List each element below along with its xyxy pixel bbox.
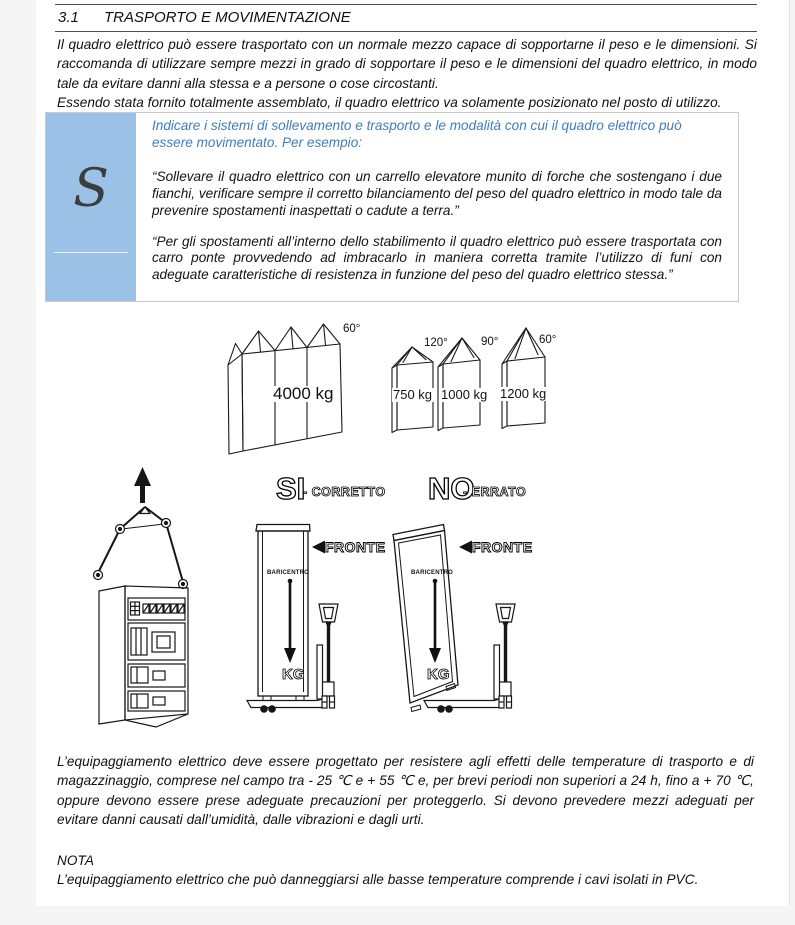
note-quote-2: “Per gli spostamenti all’interno dello stabilimento il quadro elettrico può essere trasportata con carro ponte provvedendo ad imbracarlo in maniera corretta tramite l’utilizzo di funi con adeguate caratteristiche di resistenza in funzione del peso del quadro elettrico stessa.” [152, 233, 722, 283]
packages-weight-diagram [190, 315, 570, 465]
small-crates-figure [392, 328, 545, 433]
section-heading [55, 4, 757, 32]
wrong-label: NO [428, 471, 475, 506]
small-crate-3-angle-label: 60° [539, 334, 557, 346]
intro-paragraph-2: Essendo stata fornito totalmente assemblato, il quadro elettrico va solamente posizionato nel posto di utilizzo. [57, 94, 722, 110]
note-box-sidebar [46, 113, 136, 301]
author-note-box [45, 112, 739, 302]
cabinet-lifting-figure [94, 467, 189, 727]
storage-paragraph-text: L’equipaggiamento elettrico deve essere progettato per resistere agli effetti delle temperature di trasporto e di magazzinaggio, comprese nel campo tra - 25 ℃ e + 55 ℃ e, per brevi periodi non superiori a 24 h, fino a + 70 ℃, oppure devono essere prese adeguate precauzioni per proteggerlo. Si devono prevedere mezzi adeguati per evitare danni causati dall’umidità, dalle vibrazioni e dagli urti. [57, 754, 754, 827]
correct-label: SI [276, 471, 306, 506]
gravity-arrow-head [429, 648, 441, 663]
note-box-text [136, 113, 738, 301]
center-of-gravity-dot [288, 579, 293, 584]
tilted-panel [393, 525, 458, 712]
storage-temperature-paragraph [57, 752, 754, 829]
note-instruction: Indicare i sistemi di sollevamento e trasporto e le modalità con cui il quadro elettrico può essere movimentato. Per esempio: [152, 118, 682, 150]
sling-ropes [98, 507, 183, 582]
wrong-desc-label: - ERRATO [463, 485, 527, 499]
note-quote-1: “Sollevare il quadro elettrico con un carrello elevatore munito di forche che sostengano i due fianchi, verificare sempre il corretto bilanciamento del peso del quadro elettrico in modo tale da prevenire spostamenti inaspettati o cadute a terra.” [152, 168, 722, 218]
baricentro-label: BARICENTRO [267, 570, 309, 576]
intro-paragraph-1: Il quadro elettrico può essere trasportato con un normale mezzo capace di sopportarne il peso e le dimensioni. Si raccomanda di utilizzare sempre mezzi in grado di sopportare il peso e le dimensioni del quadro elettrico, in modo tale da evitare danni alla stessa e a persone o cose circostanti. [57, 37, 757, 91]
nota-block [57, 851, 754, 890]
large-crate-weight-label: 4000 kg [273, 384, 334, 403]
intro-paragraphs [57, 35, 757, 112]
handling-instructions-diagram [60, 455, 760, 755]
lift-arrow-icon [134, 467, 151, 503]
front-label: FRONTE [472, 539, 533, 555]
baricentro-label: BARICENTRO [411, 570, 453, 576]
kg-label: KG [282, 666, 305, 683]
small-crate-3-weight-label: 1200 kg [500, 386, 547, 401]
nota-title: NOTA [57, 853, 94, 868]
small-crate-2-angle-label: 90° [481, 336, 499, 348]
section-number: 3.1 [58, 9, 79, 26]
front-arrow-icon [459, 541, 472, 554]
front-arrow-icon [312, 541, 325, 554]
note-marker: S [73, 159, 109, 219]
pallet-jack [424, 604, 515, 712]
center-of-gravity-dot [433, 579, 438, 584]
small-crate-1-weight-label: 750 kg [393, 387, 433, 402]
large-crate-angle-label: 60° [343, 323, 361, 335]
kg-label: KG [427, 666, 450, 683]
correct-handling-figure [247, 471, 386, 712]
cabinet-body [99, 586, 188, 727]
small-crate-1-angle-label: 120° [424, 337, 448, 349]
nota-text: L’equipaggiamento elettrico che può danneggiarsi alle basse temperature comprende i cavi isolati in PVC. [57, 872, 699, 888]
correct-desc-label: - CORRETTO [303, 485, 386, 499]
section-title: TRASPORTO E MOVIMENTAZIONE [104, 9, 351, 26]
gravity-arrow-head [284, 648, 296, 663]
note-marker-divider [54, 252, 128, 253]
front-label: FRONTE [325, 539, 386, 555]
small-crate-2-weight-label: 1000 kg [441, 387, 488, 402]
document-page [36, 0, 790, 906]
wrong-handling-figure [393, 471, 533, 712]
